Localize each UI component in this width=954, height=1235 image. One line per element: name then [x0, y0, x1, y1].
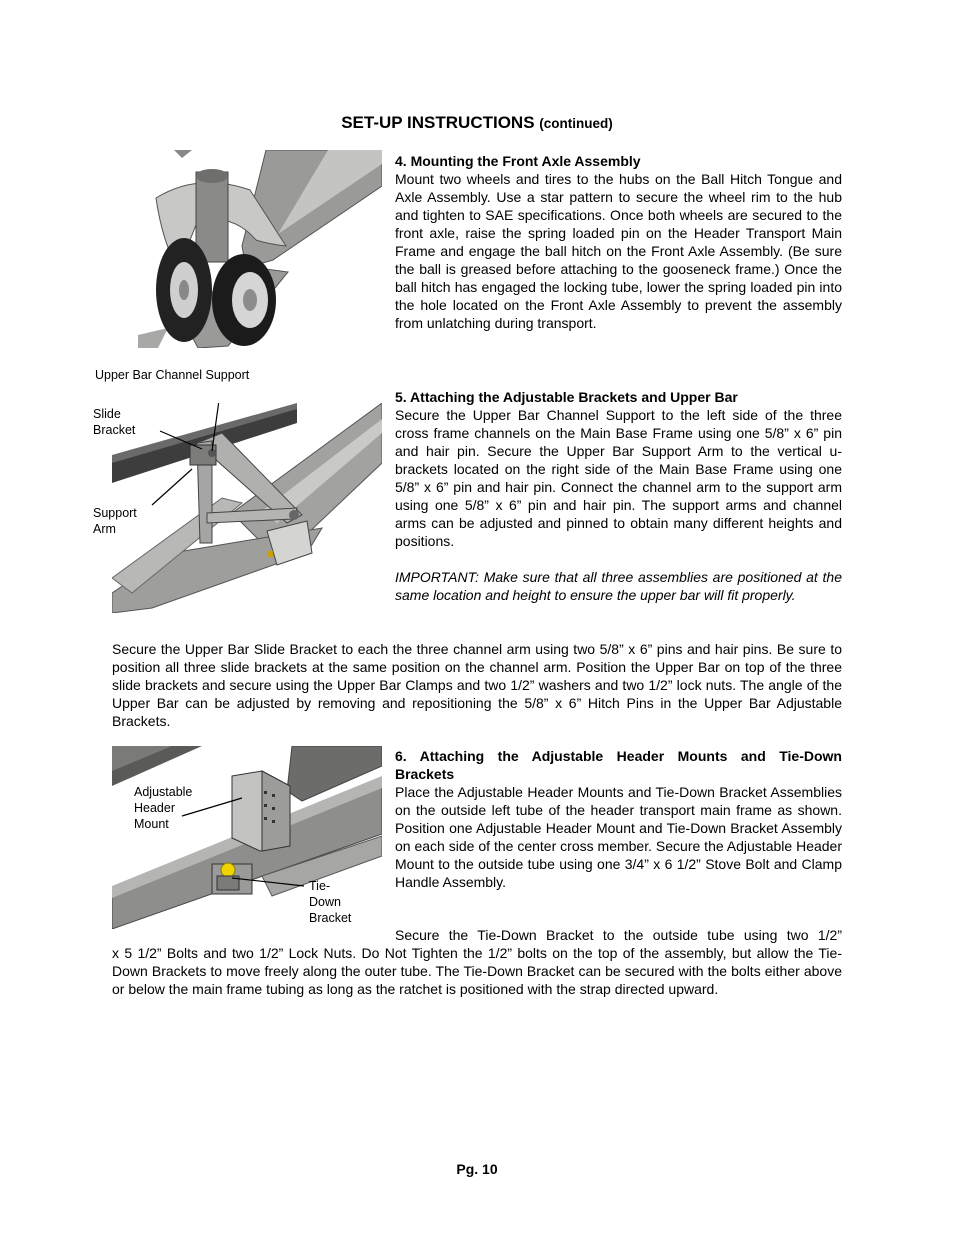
callout-tie-down-line-2: Down: [309, 895, 341, 909]
section-6-tie-down-paragraph: x 5 1/2” Bolts and two 1/2” Lock Nuts. Do Not Tighten the 1/2” bolts on the top of the assembly, but allow the Tie-Down Brackets to move freely along the outer tube. The Tie-Down Bracket can be secured with the bolts either above or below the main frame tubing as long as the ratchet is positioned with the strap directed upward.: [112, 945, 842, 997]
section-6-heading-line-1: 6. Attaching the Adjustable Header Mounts and Tie-Down: [395, 748, 842, 764]
section-4-body: Mount two wheels and tires to the hubs on the Ball Hitch Tongue and Axle Assembly. Use a star pattern to secure the wheel rim to the hub and tighten to SAE specifications. Once both wheels are secured to the front axle, raise the spring loaded pin on the Header Transport Main Frame and engage the ball hitch on the Front Axle Assembly. (Be sure the ball is greased before attaching to the gooseneck frame.) Once the ball hitch has engaged the locking tube, lower the spring loaded pin into the hole located on the Front Axle Assembly to prevent the assembly from unlatching during transport.: [395, 171, 842, 331]
callout-header-mount-line-3: Mount: [134, 817, 169, 831]
callout-header-mount-line-1: Adjustable: [134, 785, 193, 799]
section-6-body: Place the Adjustable Header Mounts and Tie-Down Bracket Assemblies on the outside left tube of the header transport main frame as shown. Position one Adjustable Header Mount and Tie-Down Bracket Assembly on each side of the center cross member. Secure the Adjustable Header Mount to the outside tube using one 3/4” x 6 1/2” Stove Bolt and Clamp Handle Assembly.: [395, 784, 842, 890]
upper-bar-bracket-illustration: [112, 403, 382, 613]
callout-adjustable-header-mount: [134, 784, 192, 832]
section-6-heading: [395, 747, 842, 783]
callout-slide-bracket-line-1: Slide: [93, 407, 121, 421]
section-5-body: Secure the Upper Bar Channel Support to the left side of the three cross frame channels on the Main Base Frame using one 5/8” x 6” pin and hair pin. Secure the Upper Bar Support Arm to the vertical u-brackets located on the right side of the Main Base Frame using one 5/8” x 6” pin and hair pin. Connect the channel arm to the support arm using one 5/8” x 6” pin and hair pin. The support arms and channel arms can be adjusted and pinned to obtain many different heights and positions.: [395, 407, 842, 549]
callout-header-mount-line-2: Header: [134, 801, 175, 815]
page-title: [0, 113, 954, 133]
section-4-heading: 4. Mounting the Front Axle Assembly: [395, 153, 641, 169]
page-title-main: SET-UP INSTRUCTIONS: [341, 113, 535, 132]
callout-support-arm-line-1: Support: [93, 506, 137, 520]
callout-slide-bracket-line-2: Bracket: [93, 423, 136, 437]
callout-upper-bar-channel-support: Upper Bar Channel Support: [95, 368, 250, 382]
page-number: Pg. 10: [456, 1161, 498, 1177]
callout-tie-down-line-3: Bracket: [309, 911, 352, 925]
front-axle-illustration: [138, 150, 382, 348]
upper-bar-slide-bracket-paragraph: Secure the Upper Bar Slide Bracket to each the three channel arm using two 5/8” x 6” pins and hair pins. Be sure to position all three slide brackets at the same position on the channel arm. Position the Upper Bar on top of the three slide brackets and secure using the Upper Bar Clamps and two 1/2” washers and two 1/2” lock nuts. The angle of the Upper Bar can be adjusted by removing and repositioning the 5/8” x 6” Hitch Pins in the Upper Bar Adjustable Brackets.: [112, 641, 842, 729]
section-6-heading-line-2: Brackets: [395, 766, 455, 782]
section-5-important-note: IMPORTANT: Make sure that all three assemblies are positioned at the same location and height to ensure the upper bar will fit properly.: [395, 569, 842, 603]
callout-support-arm-line-2: Arm: [93, 522, 116, 536]
page-title-note: (continued): [539, 116, 613, 131]
callout-tie-down-bracket: [309, 878, 351, 926]
callout-tie-down-line-1: Tie-: [309, 879, 331, 893]
section-5-heading: 5. Attaching the Adjustable Brackets and Upper Bar: [395, 389, 738, 405]
section-6-tie-down-first-line: Secure the Tie-Down Bracket to the outside tube using two 1/2”: [395, 927, 842, 943]
